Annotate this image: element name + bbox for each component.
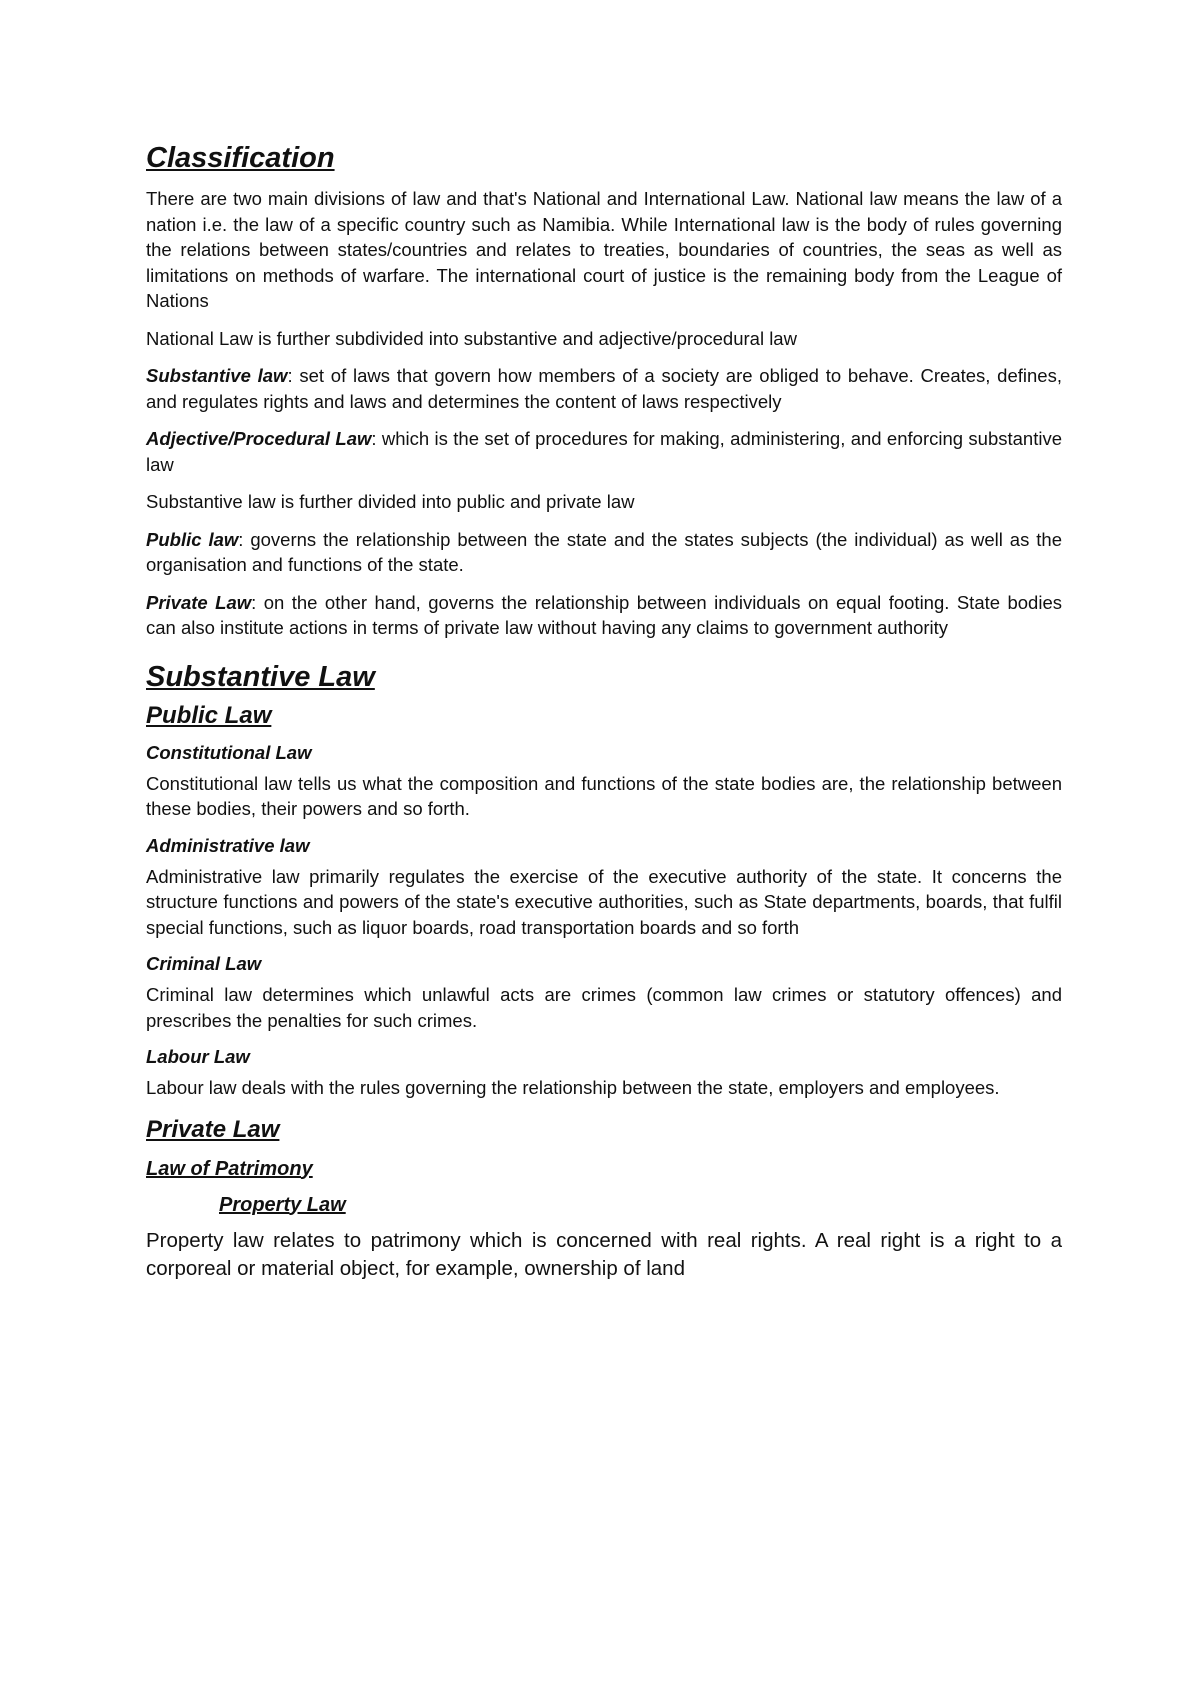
paragraph-public-definition xyxy=(146,527,1062,578)
term-substantive-law: Substantive law xyxy=(146,365,288,386)
heading-private-law: Private Law xyxy=(146,1115,280,1143)
paragraph-constitutional-law: Constitutional law tells us what the composition and functions of the state bodies are, the relationship between these bodies, their powers and so forth. xyxy=(146,772,1062,819)
definition-private-law: : on the other hand, governs the relationship between individuals on equal footing. State bodies can also institute actions in terms of private law without having any claims to government authority xyxy=(146,591,1062,638)
paragraph-criminal-law: Criminal law determines which unlawful acts are crimes (common law crimes or statutory offences) and prescribes the penalties for such crimes. xyxy=(146,984,1062,1031)
paragraph-substantive-division: Substantive law is further divided into public and private law xyxy=(146,491,635,512)
term-private-law: Private Law xyxy=(146,591,252,613)
heading-labour-law: Labour Law xyxy=(146,1046,250,1067)
paragraph-private-definition xyxy=(146,590,1062,641)
definition-public-law: : governs the relationship between the state and the states subjects (the individual) as well as the organisation and functions of the state. xyxy=(146,528,1063,575)
paragraph-substantive-definition xyxy=(146,363,1062,414)
heading-constitutional-law: Constitutional Law xyxy=(146,741,312,763)
document-content xyxy=(146,140,1062,1283)
paragraph-labour-law: Labour law deals with the rules governing the relationship between the state, employers and employees. xyxy=(146,1077,1000,1098)
paragraph-administrative-law: Administrative law primarily regulates the exercise of the executive authority of the state. It concerns the structure functions and powers of the state's executive authorities, such as State departments, boards, that fulfil special functions, such as liquor boards, road transportation boards and so forth xyxy=(146,865,1062,938)
paragraph-property-law: Property law relates to patrimony which is concerned with real rights. A real right is a right to a corporeal or material object, for example, ownership of land xyxy=(146,1228,1062,1280)
paragraph-national-subdivision: National Law is further subdivided into substantive and adjective/procedural law xyxy=(146,327,797,349)
definition-adjective-law: : which is the set of procedures for making, administering, and enforcing substantive law xyxy=(146,428,1062,475)
heading-law-of-patrimony: Law of Patrimony xyxy=(146,1157,313,1180)
heading-classification: Classification xyxy=(146,142,335,174)
term-public-law: Public law xyxy=(146,528,239,550)
paragraph-intro: There are two main divisions of law and that's National and International Law. National law means the law of a nation i.e. the law of a specific country such as Namibia. While International law is the body of rules governing the relations between states/countries and relates to treaties, boundaries of countries, the seas as well as limitations on methods of warfare. The international court of justice is the remaining body from the League of Nations xyxy=(146,188,1062,311)
heading-public-law: Public Law xyxy=(146,701,272,729)
heading-substantive-law: Substantive Law xyxy=(146,660,375,693)
term-adjective-law: Adjective/Procedural Law xyxy=(146,428,372,449)
heading-administrative-law: Administrative law xyxy=(146,834,310,856)
paragraph-adjective-definition xyxy=(146,426,1062,477)
definition-substantive-law: : set of laws that govern how members of a society are obliged to behave. Creates, defines, and regulates rights and laws and determines the content of laws respectively xyxy=(146,365,1062,412)
heading-property-law: Property Law xyxy=(219,1193,346,1216)
heading-criminal-law: Criminal Law xyxy=(146,953,262,974)
